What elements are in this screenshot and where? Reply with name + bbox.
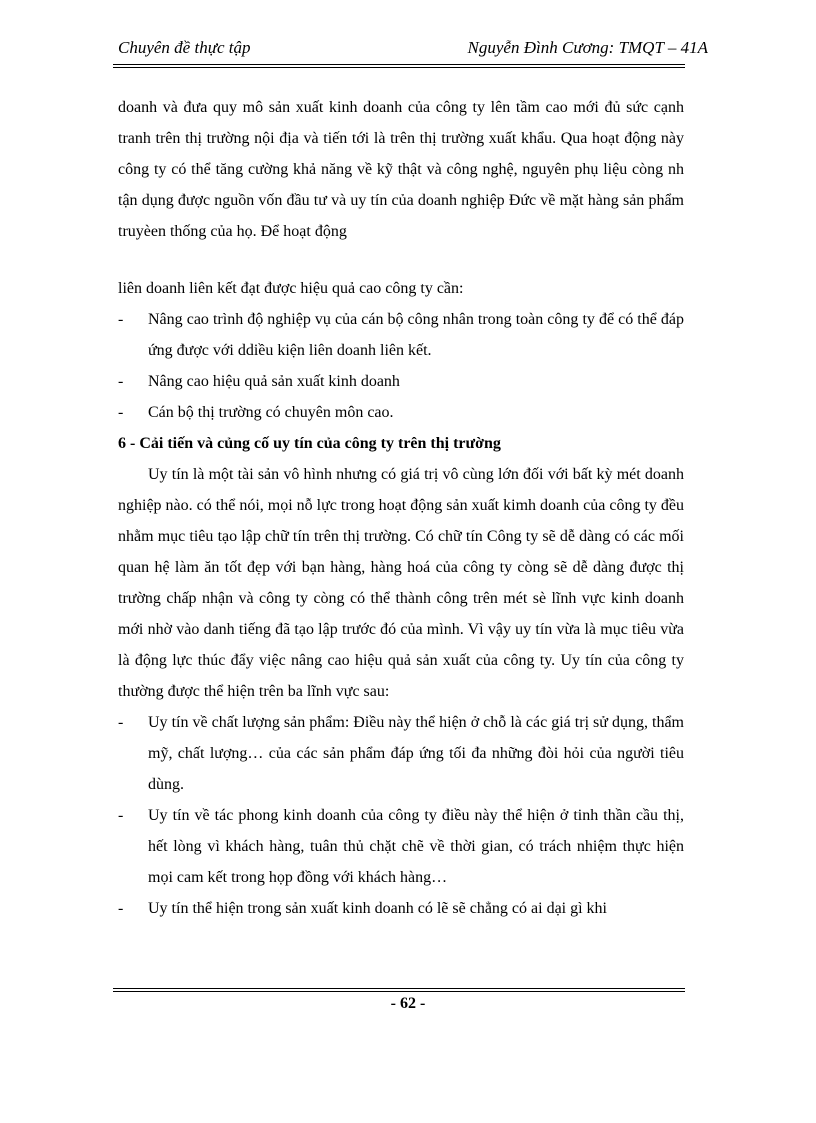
paragraph: doanh và đưa quy mô sản xuất kinh doanh của công ty lên tầm cao mới đủ sức cạnh tranh trên thị trường nội địa và tiến tới là trên thị trường xuất khẩu. Qua hoạt động này công ty có thể tăng cường khả năng về kỹ thật và công nghệ, nguyên phụ liệu còng nh tận dụng được nguồn vốn đầu tư và uy tín của doanh nghiệp Đức về mặt hàng sản phẩm truyèen thống của họ. Để hoạt động — [118, 99, 684, 240]
header-author: Nguyễn Đình Cương: TMQT – 41A — [467, 38, 708, 57]
header-rule-top — [113, 64, 685, 65]
header-title: Chuyên đề thực tập — [118, 38, 251, 57]
list-item-text: Nâng cao trình độ nghiệp vụ của cán bộ công nhân trong toàn công ty để có thể đáp ứng được với ddiều kiện liên doanh liên kết. — [148, 311, 684, 359]
page-header — [118, 38, 708, 62]
list-item — [118, 893, 684, 924]
bullet-marker: - — [118, 311, 124, 328]
list-item — [118, 800, 684, 893]
list-item — [118, 707, 684, 800]
list-item — [118, 304, 684, 366]
bullet-marker: - — [118, 900, 124, 917]
list-item-text: Cán bộ thị trường có chuyên môn cao. — [148, 404, 394, 421]
footer-rule-bottom — [113, 991, 685, 992]
page-number: - 62 - — [390, 995, 426, 1012]
paragraph-gap — [118, 247, 684, 273]
page-body — [118, 92, 684, 924]
paragraph: liên doanh liên kết đạt được hiệu quả cao công ty cần: — [118, 280, 464, 297]
list-item-text: Uy tín thể hiện trong sản xuất kinh doanh có lẽ sẽ chẳng có ai dại gì khi — [148, 900, 607, 917]
list-item-text: Uy tín về chất lượng sản phẩm: Điều này thể hiện ở chỗ là các giá trị sử dụng, thẩm mỹ, chất lượng… của các sản phẩm đáp ứng tối đa những đòi hỏi của người tiêu dùng. — [148, 714, 684, 793]
list-item — [118, 397, 684, 428]
paragraph: Uy tín là một tài sản vô hình nhưng có giá trị vô cùng lớn đối với bất kỳ mét doanh nghiệp nào. có thể nói, mọi nỗ lực trong hoạt động sản xuất kimh doanh của công ty đều nhằm mục tiêu tạo lập chữ tín trên thị trường. Có chữ tín Công ty sẽ dễ dàng có các mối quan hệ làm ăn tốt đẹp với bạn hàng, hàng hoá của công ty còng sẽ dễ dàng được thị trường chấp nhận và công ty còng có thể thành công trên mét sè lĩnh vực kinh doanh mới nhờ vào danh tiếng đã tạo lập trước đó của mình. Vì vậy uy tín vừa là mục tiêu vừa là động lực thúc đẩy việc nâng cao hiệu quả sản xuất của công ty. Uy tín của công ty thường được thể hiện trên ba lĩnh vực sau: — [118, 466, 684, 700]
bullet-marker: - — [118, 373, 124, 390]
section-heading: 6 - Cải tiến và củng cố uy tín của công ty trên thị trường — [118, 435, 501, 452]
header-rule-bottom — [113, 67, 685, 68]
list-item-text: Nâng cao hiệu quả sản xuất kinh doanh — [148, 373, 400, 390]
list-item — [118, 366, 684, 397]
bullet-marker: - — [118, 404, 124, 421]
bullet-marker: - — [118, 807, 124, 824]
bullet-marker: - — [118, 714, 124, 731]
footer-rule-top — [113, 988, 685, 989]
list-item-text: Uy tín về tác phong kinh doanh của công ty điều này thể hiện ở tinh thần cầu thị, hết lòng vì khách hàng, tuân thủ chặt chẽ về thời gian, có trách nhiệm thực hiện mọi cam kết trong họp đồng với khách hàng… — [148, 807, 684, 886]
